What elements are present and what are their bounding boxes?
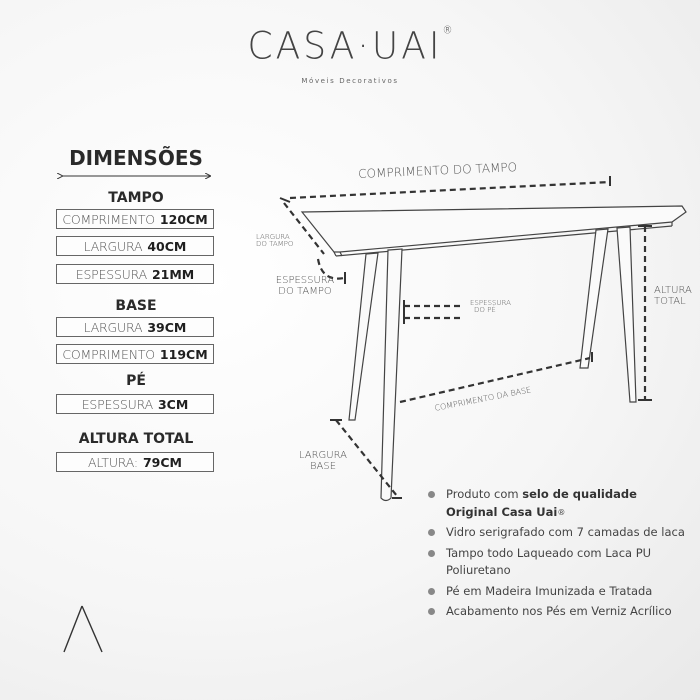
spec-label: ALTURA: [88, 454, 138, 470]
label-line: ALTURA [654, 285, 692, 296]
feature-text: Pé em Madeira Imunizada e Tratada [446, 583, 653, 598]
registered-mark: ® [557, 507, 566, 517]
label-line: DO PÉ [474, 306, 496, 315]
features-list [428, 486, 690, 624]
feature-highlight: selo de qualidade Original Casa Uai [446, 487, 637, 519]
comprimento-tampo-line [290, 182, 610, 198]
feature-item [428, 603, 690, 621]
brand-tagline: Móveis Decorativos [301, 77, 399, 85]
spec-value: 119CM [159, 346, 208, 362]
spec-value: 120CM [159, 211, 208, 227]
spec-value: 40CM [147, 238, 187, 254]
feature-text: Tampo todo Laqueado com Laca PU Poliuretano [446, 545, 652, 577]
label-line: DO TAMPO [278, 285, 332, 297]
spec-label: LARGURA [83, 238, 143, 254]
spec-label: COMPRIMENTO [62, 346, 155, 362]
bullet-icon [428, 588, 435, 595]
registered-mark: ® [442, 24, 453, 37]
label-line: ESPESSURA [470, 299, 511, 307]
spec-label: ESPESSURA [75, 266, 147, 282]
feature-item [428, 583, 690, 601]
spec-label: ESPESSURA [81, 396, 153, 412]
feature-item [428, 486, 690, 521]
feature-text: Vidro serigrafado com 7 camadas de laca [446, 525, 685, 539]
comprimento-base-label: COMPRIMENTO DA BASE [433, 385, 532, 413]
brand-name: CASA·UAI [247, 24, 443, 69]
label-line: TOTAL [654, 295, 686, 307]
largura-base-label [294, 451, 352, 472]
tampo-section-title: TAMPO [108, 190, 164, 206]
altura-total-label [654, 286, 692, 307]
comprimento-tampo-label: COMPRIMENTO DO TAMPO [357, 160, 518, 181]
bullet-icon [428, 529, 435, 536]
feature-item [428, 545, 690, 580]
feature-item [428, 524, 690, 542]
base-section-title: BASE [115, 298, 157, 314]
altura-section-title: ALTURA TOTAL [78, 431, 194, 447]
bullet-icon [428, 608, 435, 615]
spec-value: 21MM [151, 266, 195, 282]
espessura-tampo-label [272, 276, 338, 297]
label-line: BASE [309, 460, 337, 472]
table-legs [349, 227, 636, 501]
label-line: LARGURA [256, 233, 290, 241]
label-line: DO TAMPO [256, 240, 294, 249]
pe-section-title: PÉ [126, 373, 146, 389]
label-line: ESPESSURA [275, 275, 335, 286]
largura-tampo-label [256, 234, 293, 249]
feature-text: Acabamento nos Pés em Verniz Acrílico [446, 604, 672, 618]
label-line: LARGURA [298, 450, 348, 461]
bullet-icon [428, 550, 435, 557]
spec-value: 39CM [147, 319, 187, 335]
spec-value: 3CM [157, 396, 189, 412]
feature-text: Produto com [446, 487, 519, 501]
spec-label: LARGURA [83, 319, 143, 335]
dimensions-title: DIMENSÕES [69, 146, 203, 170]
spec-value: 79CM [142, 454, 182, 470]
espessura-pe-label [470, 300, 511, 315]
bullet-icon [428, 491, 435, 498]
corner-logo-icon [64, 606, 102, 652]
spec-label: COMPRIMENTO [62, 211, 155, 227]
